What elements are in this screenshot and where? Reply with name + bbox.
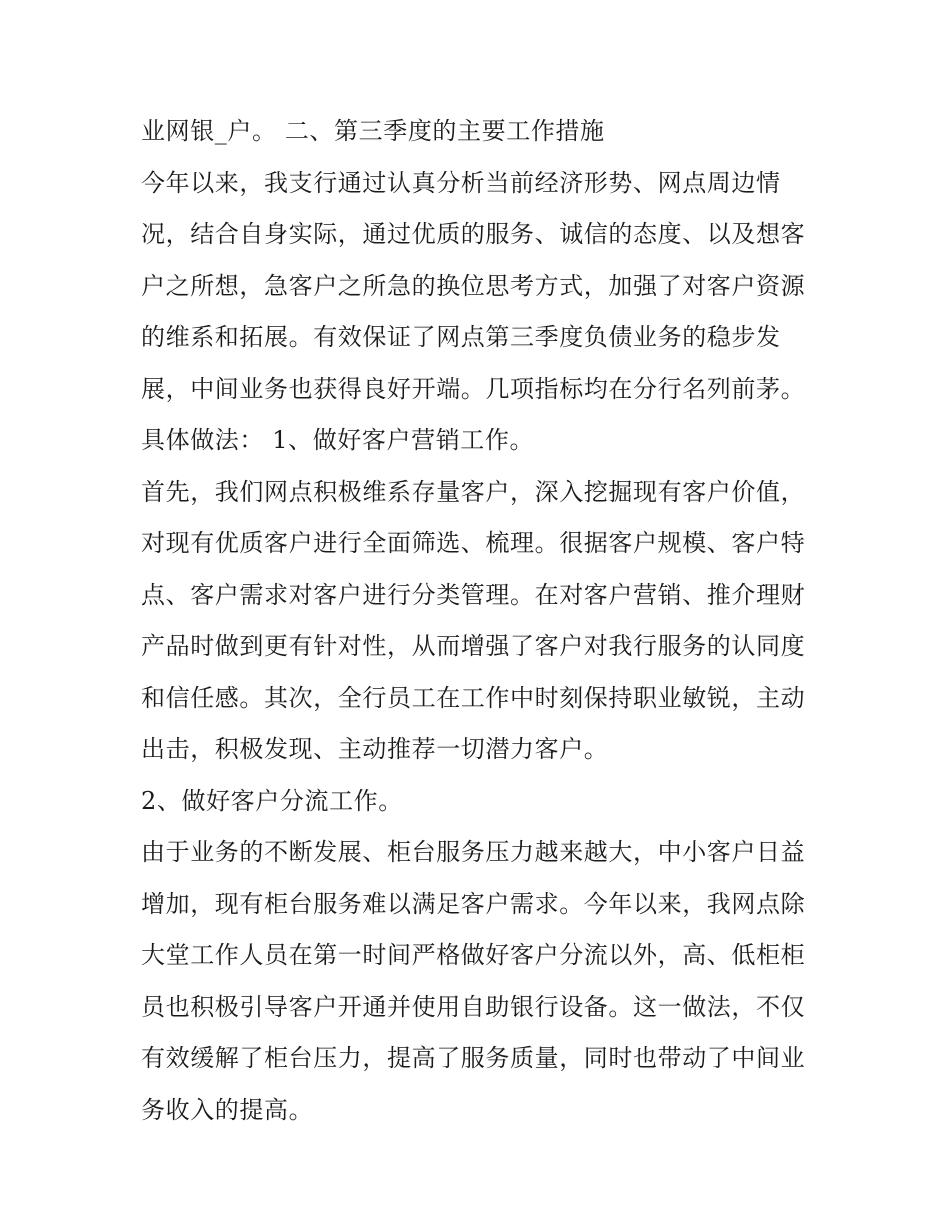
text-line: 况，结合自身实际，通过优质的服务、诚信的态度、以及想客	[141, 220, 806, 248]
body-text	[141, 106, 831, 1136]
text-line: 业网银_户。 二、第三季度的主要工作措施	[141, 117, 605, 145]
text-line: 点、客户需求对客户进行分类管理。在对客户营销、推介理财	[141, 580, 806, 609]
text-line: 产品时做到更有针对性，从而增强了客户对我行服务的认同度	[141, 632, 806, 660]
text-line: 具体做法： 1、做好客户营销工作。	[141, 426, 535, 454]
text-line: 展，中间业务也获得良好开端。几项指标均在分行名列前茅。	[141, 374, 806, 403]
text-line: 有效缓解了柜台压力，提高了服务质量，同时也带动了中间业	[141, 1044, 806, 1072]
text-line: 首先，我们网点积极维系存量客户，深入挖掘现有客户价值，	[141, 477, 806, 506]
text-line: 增加，现有柜台服务难以满足客户需求。今年以来，我网点除	[141, 889, 806, 918]
text-line: 对现有优质客户进行全面筛选、梳理。很据客户规模、客户特	[141, 529, 806, 557]
text-line: 大堂工作人员在第一时间严格做好客户分流以外，高、低柜柜	[141, 941, 806, 969]
text-line: 和信任感。其次，全行员工在工作中时刻保持职业敏锐，主动	[141, 683, 806, 712]
text-line: 2、做好客户分流工作。	[141, 786, 403, 815]
text-line: 出击，积极发现、主动推荐一切潜力客户。	[141, 735, 609, 763]
text-line: 今年以来，我支行通过认真分析当前经济形势、网点周边情	[141, 168, 781, 197]
text-line: 务收入的提高。	[141, 1095, 314, 1124]
text-line: 由于业务的不断发展、柜台服务压力越来越大，中小客户日益	[141, 838, 806, 866]
text-line: 户之所想，急客户之所急的换位思考方式，加强了对客户资源	[141, 271, 806, 300]
text-line: 员也积极引导客户开通并使用自助银行设备。这一做法，不仅	[141, 992, 806, 1021]
text-line: 的维系和拓展。有效保证了网点第三季度负债业务的稳步发	[141, 323, 781, 351]
